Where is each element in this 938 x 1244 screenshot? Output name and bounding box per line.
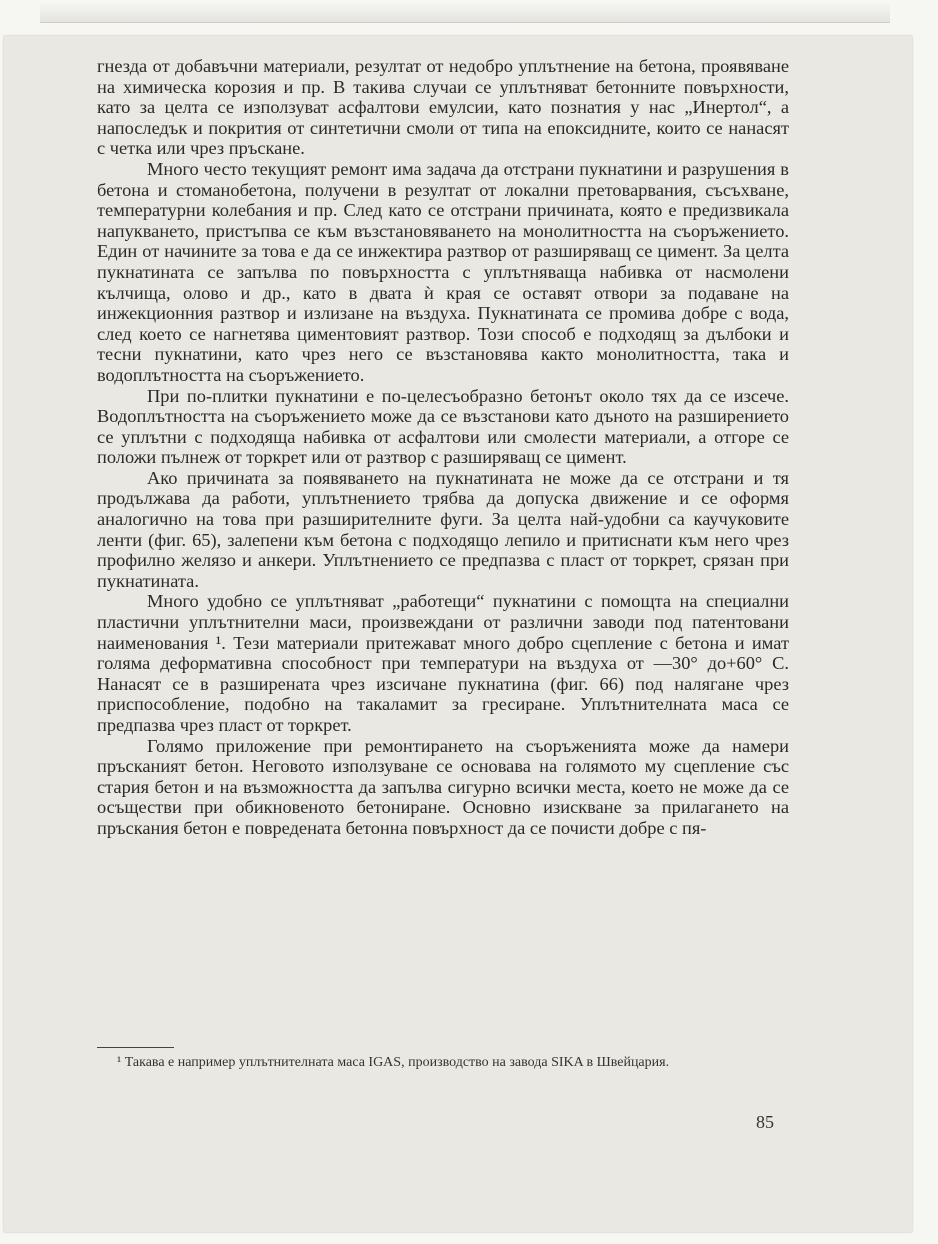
body-text [97,56,789,839]
footnote: ¹ Такава е например уплътнителната маса IGAS, производство на завода SIKA в Швейцария. [117,1055,670,1070]
paragraph: При по-плитки пукнатини е по-целесъобразно бетонът около тях да се изсече. Водоплътността на съоръжението може да се възстанови като дъното на разширението се уплътни с подходяща набивка от асфалтови или смолести материали, а отгоре се положи пълнеж от торкрет или от разтвор с разширяващ се цимент. [97,385,789,468]
paragraph: Много често текущият ремонт има задача да отстрани пукнатини и разрушения в бетона и стоманобетона, получени в резултат от локални претоварвания, съсъхване, температурни колебания и пр. След като се отстрани причината, която е предизвикала напукването, пристъпва се към възстановяването на монолитността на съоръжението. Един от начините за това е да се инжектира разтвор от разширяващ се цимент. За целта пукнатината се запълва по повърхността с уплътняваща набивка от насмолени кълчища, олово и др., като в двата ѝ края се оставят отвори за подаване на инжекционния разтвор и излизане на въздуха. Пукнатината се промива добре с вода, след което се нагнетява циментовият разтвор. Този способ е подходящ за дълбоки и тесни пукнатини, като чрез него се възстановява както монолитността, така и водоплътността на съоръжението. [97,158,789,385]
paragraph: Голямо приложение при ремонтирането на съоръженията може да намери пръсканият бетон. Неговото използуване се основава на голямото му сцепление със стария бетон и на възможността да запълва сигурно всички места, което не може да се осъществи при обикновеното бетониране. Основно изискване за прилагането на пръскания бетон е повредената бетонна повърхност да се почисти добре с пя- [97,735,789,838]
underlying-page-edge [40,4,890,23]
paragraph: гнезда от добавъчни материали, резултат от недобро уплътнение на бетона, проявяване на химическа корозия и пр. В такива случаи се уплътняват бетонните повърхности, като за целта се използуват асфалтови емулсии, като познатия у нас „Инертол“, а напоследък и покрития от синтетични смоли от типа на епоксидните, които се нанасят с четка или чрез пръскане. [97,56,789,159]
paragraph: Много удобно се уплътняват „работещи“ пукнатини с помощта на специални пластични уплътнителни маси, произвеждани от различни заводи под патентовани наименования ¹. Тези материали притежават много добро сцепление с бетона и имат голяма деформативна способност при температури на въздуха от —30° до+60° С. Нанасят се в разширената чрез изсичане пукнатина (фиг. 66) под налягане чрез приспособление, подобно на такаламит за гресиране. Уплътнителната маса се предпазва чрез пласт от торкрет. [97,591,789,735]
page-number: 85 [756,1112,774,1132]
paragraph: Ако причината за появяването на пукнатината не може да се отстрани и тя продължава да работи, уплътнението трябва да допуска движение и се оформя аналогично на това при разширителните фуги. За целта най-удобни са каучуковите ленти (фиг. 65), залепени към бетона с подходящо лепило и притиснати към него чрез профилно желязо и анкери. Уплътнението се предпазва с пласт от торкрет, срязан при пукнатината. [97,467,789,591]
footnote-divider [97,1047,174,1048]
